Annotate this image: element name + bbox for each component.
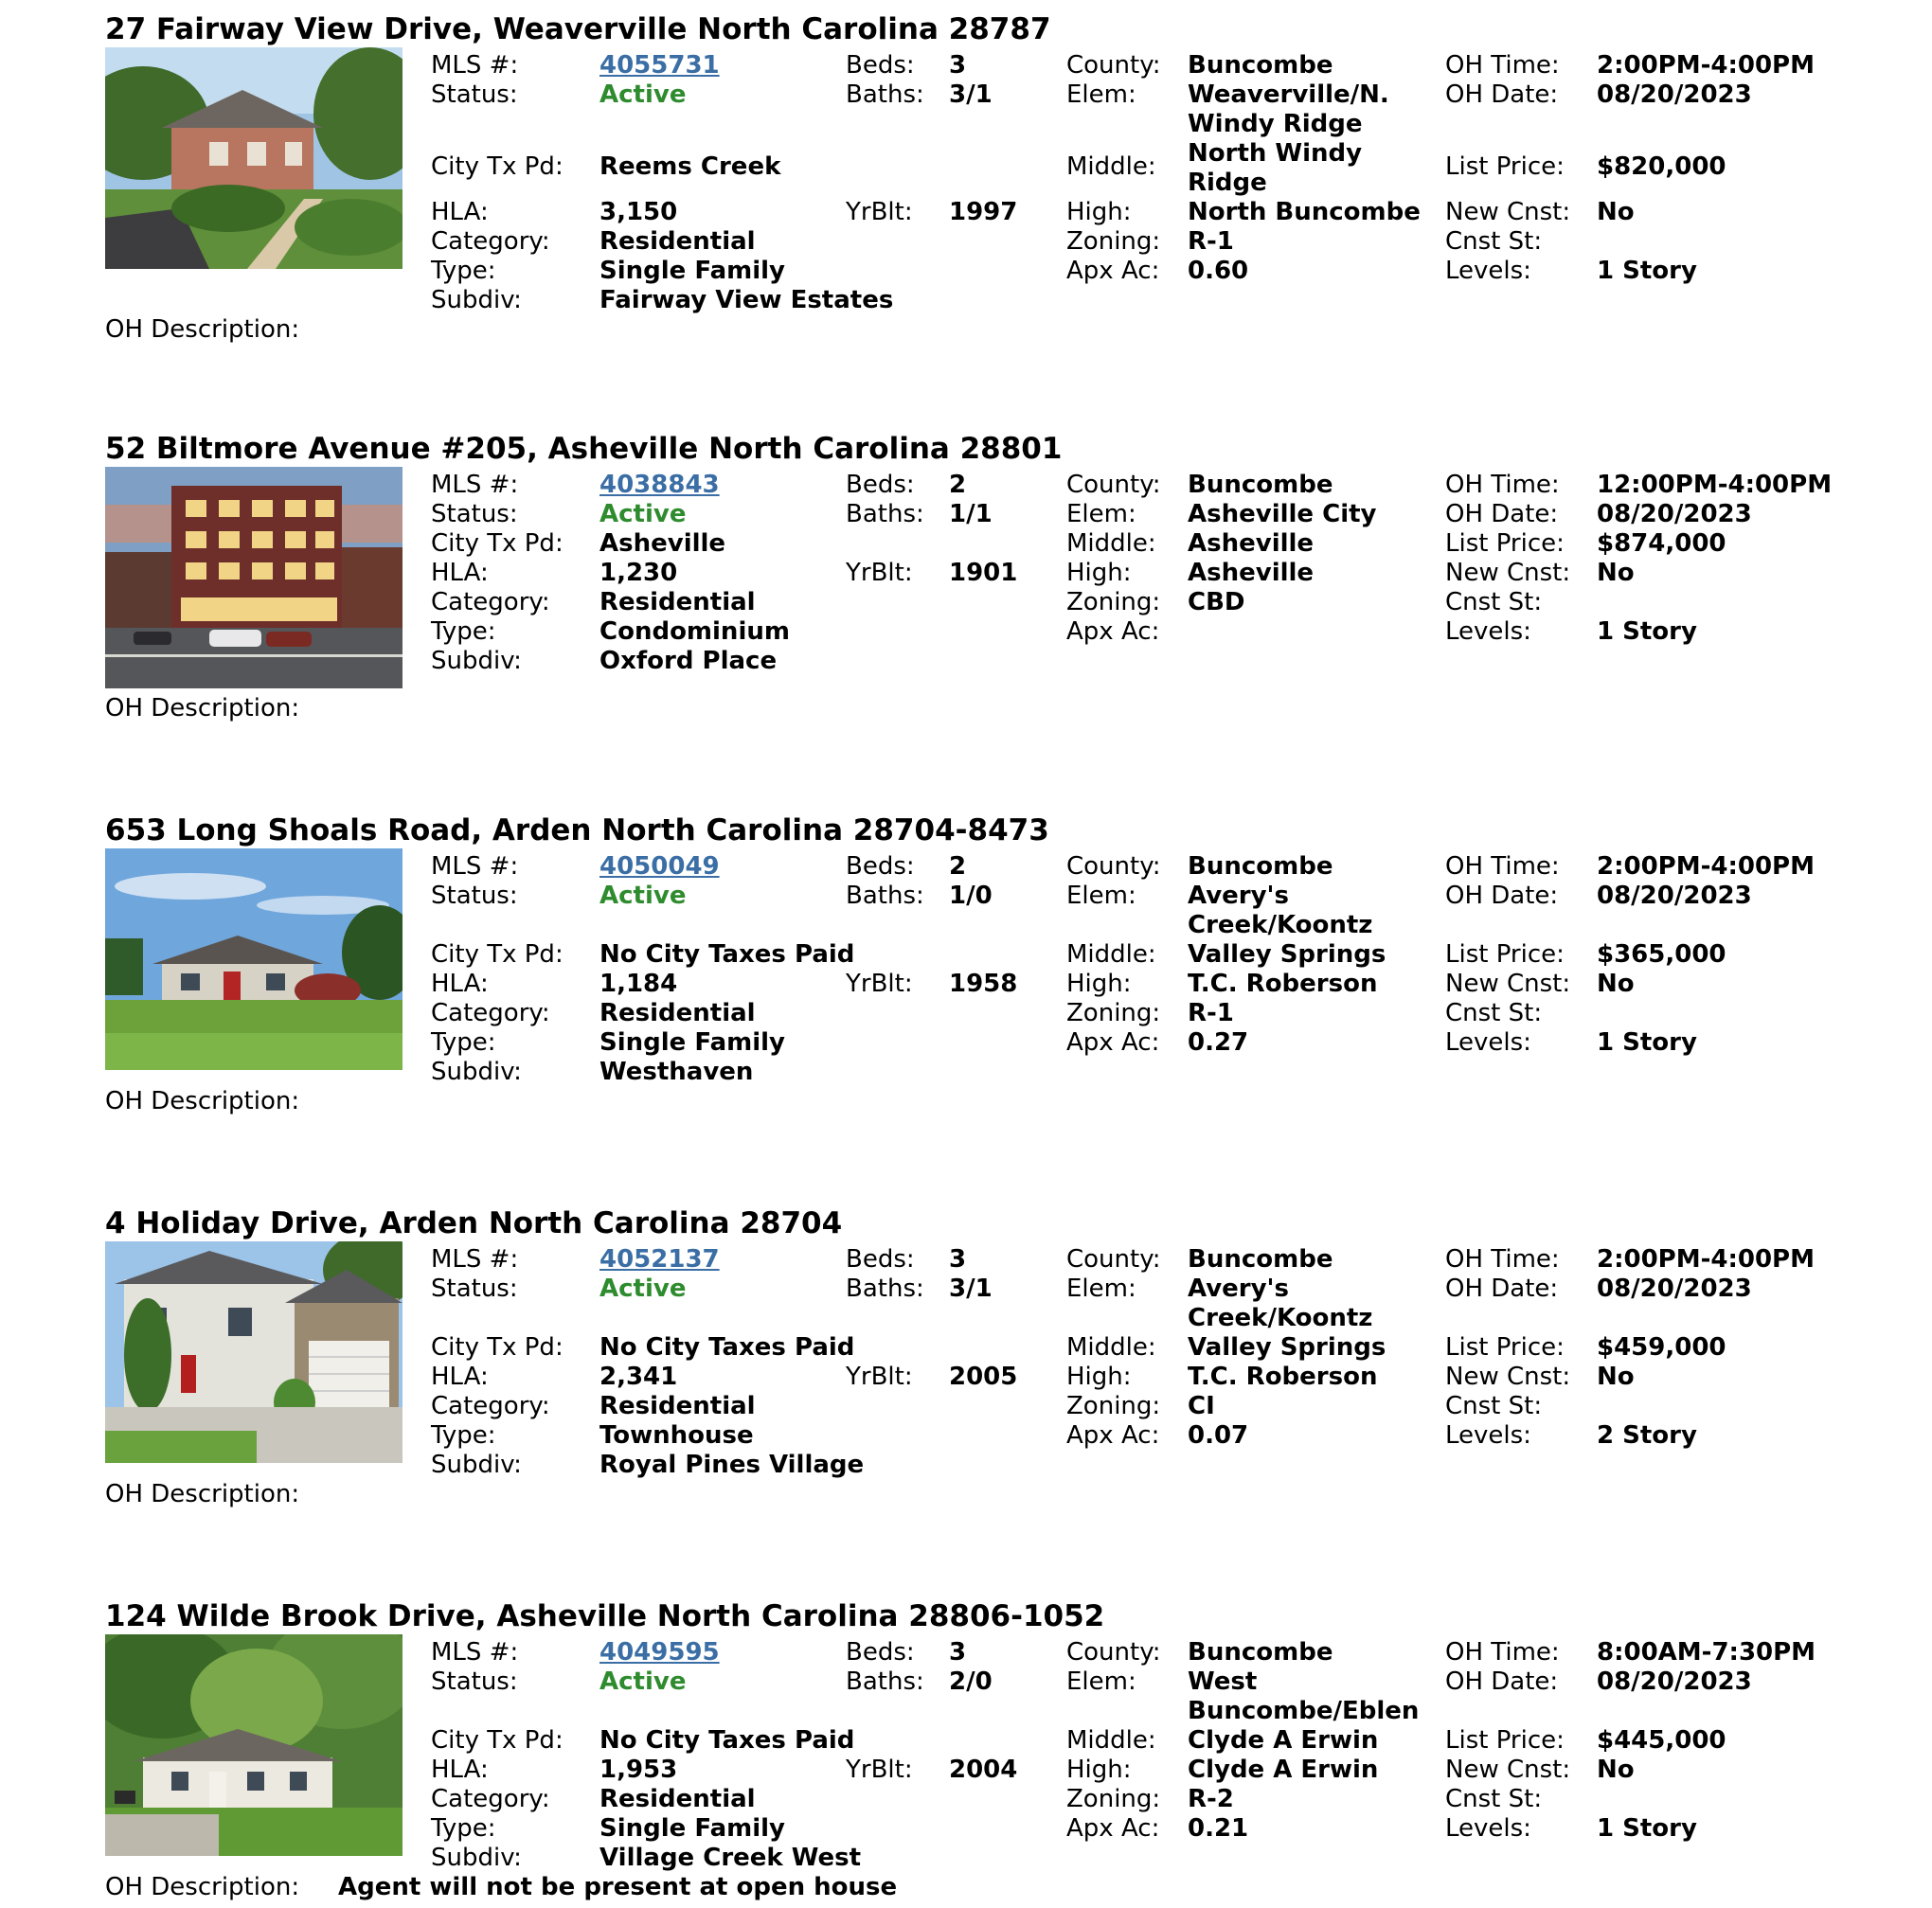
oh-date-label: OH Date:	[1445, 500, 1559, 528]
high-label: High:	[1066, 970, 1132, 998]
property-photo[interactable]	[105, 1634, 402, 1856]
county-label: County:	[1066, 1245, 1161, 1274]
county-label: County:	[1066, 852, 1161, 881]
yrblt-label: YrBlt:	[846, 559, 913, 587]
yrblt-label: YrBlt:	[846, 198, 913, 226]
hla-label: HLA:	[431, 1756, 489, 1784]
apx-ac-label: Apx Ac:	[1066, 1421, 1160, 1450]
hla-value: 3,150	[599, 198, 678, 226]
property-photo[interactable]	[105, 467, 402, 688]
apx-ac-value: 0.07	[1188, 1421, 1249, 1450]
hla-label: HLA:	[431, 970, 489, 998]
status-label: Status:	[431, 1275, 518, 1303]
elem-value: Asheville City	[1188, 500, 1377, 528]
apx-ac-value: 0.21	[1188, 1814, 1249, 1843]
oh-date-value: 08/20/2023	[1597, 882, 1752, 910]
mls-link[interactable]: 4038843	[599, 471, 720, 499]
category-label: Category:	[431, 1785, 550, 1813]
hla-label: HLA:	[431, 559, 489, 587]
oh-date-value: 08/20/2023	[1597, 1667, 1752, 1696]
elem-value-line1: Weaverville/N.	[1188, 80, 1389, 109]
levels-label: Levels:	[1445, 1814, 1531, 1843]
list-price-label: List Price:	[1445, 1726, 1565, 1755]
type-value: Single Family	[599, 1814, 786, 1843]
middle-label: Middle:	[1066, 940, 1156, 969]
mls-label: MLS #:	[431, 471, 519, 499]
zoning-value: CI	[1188, 1392, 1215, 1420]
levels-value: 1 Story	[1597, 1814, 1697, 1843]
elem-value-line2: Windy Ridge	[1188, 110, 1363, 138]
list-price-label: List Price:	[1445, 152, 1565, 181]
oh-date-value: 08/20/2023	[1597, 80, 1752, 109]
high-label: High:	[1066, 559, 1132, 587]
high-value: Asheville	[1188, 559, 1315, 587]
baths-label: Baths:	[846, 1667, 924, 1696]
zoning-value: CBD	[1188, 588, 1245, 616]
levels-value: 1 Story	[1597, 1028, 1697, 1057]
city-tx-label: City Tx Pd:	[431, 940, 564, 969]
category-label: Category:	[431, 1392, 550, 1420]
category-value: Residential	[599, 1785, 756, 1813]
high-value: Clyde A Erwin	[1188, 1756, 1379, 1784]
property-photo[interactable]	[105, 47, 402, 269]
subdiv-label: Subdiv:	[431, 1058, 522, 1086]
status-value: Active	[599, 1667, 687, 1696]
new-cnst-label: New Cnst:	[1445, 559, 1571, 587]
baths-label: Baths:	[846, 80, 924, 109]
mls-link[interactable]: 4055731	[599, 51, 720, 80]
yrblt-label: YrBlt:	[846, 970, 913, 998]
oh-date-label: OH Date:	[1445, 882, 1559, 910]
status-value: Active	[599, 500, 687, 528]
zoning-label: Zoning:	[1066, 1392, 1161, 1420]
status-label: Status:	[431, 1667, 518, 1696]
high-value: T.C. Roberson	[1188, 1363, 1378, 1391]
middle-label: Middle:	[1066, 1726, 1156, 1755]
status-label: Status:	[431, 80, 518, 109]
oh-date-label: OH Date:	[1445, 1275, 1559, 1303]
new-cnst-value: No	[1597, 559, 1635, 587]
new-cnst-label: New Cnst:	[1445, 1756, 1571, 1784]
yrblt-label: YrBlt:	[846, 1756, 913, 1784]
baths-label: Baths:	[846, 882, 924, 910]
levels-value: 1 Story	[1597, 257, 1697, 285]
subdiv-label: Subdiv:	[431, 1844, 522, 1872]
type-value: Single Family	[599, 1028, 786, 1057]
apx-ac-label: Apx Ac:	[1066, 617, 1160, 646]
cnst-st-label: Cnst St:	[1445, 1392, 1543, 1420]
mls-label: MLS #:	[431, 51, 519, 80]
oh-date-value: 08/20/2023	[1597, 1275, 1752, 1303]
oh-time-label: OH Time:	[1445, 1638, 1560, 1667]
hla-value: 2,341	[599, 1363, 678, 1391]
oh-time-value: 8:00AM-7:30PM	[1597, 1638, 1816, 1667]
county-label: County:	[1066, 1638, 1161, 1667]
listing-address: 27 Fairway View Drive, Weaverville North Carolina 28787	[105, 12, 1051, 46]
middle-value: Valley Springs	[1188, 1333, 1386, 1362]
subdiv-value: Oxford Place	[599, 647, 778, 675]
city-tx-value: Reems Creek	[599, 152, 781, 181]
apx-ac-value: 0.60	[1188, 257, 1249, 285]
new-cnst-label: New Cnst:	[1445, 1363, 1571, 1391]
subdiv-label: Subdiv:	[431, 1451, 522, 1479]
oh-time-label: OH Time:	[1445, 471, 1560, 499]
category-label: Category:	[431, 999, 550, 1027]
county-label: County:	[1066, 471, 1161, 499]
list-price-value: $459,000	[1597, 1333, 1726, 1362]
type-value: Condominium	[599, 617, 790, 646]
levels-label: Levels:	[1445, 1421, 1531, 1450]
middle-value: Clyde A Erwin	[1188, 1726, 1379, 1755]
beds-value: 3	[949, 1638, 967, 1667]
city-tx-value: Asheville	[599, 529, 726, 558]
elem-value-line1: West	[1188, 1667, 1258, 1696]
oh-date-label: OH Date:	[1445, 1667, 1559, 1696]
category-value: Residential	[599, 227, 756, 256]
listing-address: 52 Biltmore Avenue #205, Asheville North Carolina 28801	[105, 432, 1063, 466]
category-label: Category:	[431, 227, 550, 256]
cnst-st-label: Cnst St:	[1445, 588, 1543, 616]
type-label: Type:	[431, 1028, 496, 1057]
zoning-value: R-1	[1188, 999, 1234, 1027]
subdiv-label: Subdiv:	[431, 647, 522, 675]
mls-label: MLS #:	[431, 852, 519, 881]
yrblt-value: 2005	[949, 1363, 1018, 1391]
elem-value-line2: Buncombe/Eblen	[1188, 1697, 1420, 1725]
oh-description-label: OH Description:	[105, 315, 300, 344]
list-price-label: List Price:	[1445, 1333, 1565, 1362]
baths-value: 2/0	[949, 1667, 993, 1696]
elem-label: Elem:	[1066, 500, 1136, 528]
new-cnst-value: No	[1597, 1363, 1635, 1391]
listing-address: 124 Wilde Brook Drive, Asheville North Carolina 28806-1052	[105, 1599, 1105, 1633]
city-tx-label: City Tx Pd:	[431, 1726, 564, 1755]
oh-date-label: OH Date:	[1445, 80, 1559, 109]
category-label: Category:	[431, 588, 550, 616]
property-photo[interactable]	[105, 1241, 402, 1463]
middle-value-line1: North Windy	[1188, 139, 1363, 168]
hla-label: HLA:	[431, 198, 489, 226]
middle-value: Asheville	[1188, 529, 1315, 558]
oh-time-value: 2:00PM-4:00PM	[1597, 852, 1815, 881]
mls-label: MLS #:	[431, 1245, 519, 1274]
list-price-label: List Price:	[1445, 940, 1565, 969]
zoning-label: Zoning:	[1066, 1785, 1161, 1813]
hla-value: 1,230	[599, 559, 678, 587]
zoning-label: Zoning:	[1066, 588, 1161, 616]
hla-value: 1,953	[599, 1756, 678, 1784]
subdiv-value: Fairway View Estates	[599, 286, 894, 314]
type-value: Single Family	[599, 257, 786, 285]
new-cnst-label: New Cnst:	[1445, 198, 1571, 226]
status-label: Status:	[431, 500, 518, 528]
apx-ac-label: Apx Ac:	[1066, 1028, 1160, 1057]
list-price-value: $445,000	[1597, 1726, 1726, 1755]
baths-label: Baths:	[846, 1275, 924, 1303]
beds-label: Beds:	[846, 1638, 915, 1667]
category-value: Residential	[599, 1392, 756, 1420]
mls-link[interactable]: 4052137	[599, 1245, 720, 1274]
new-cnst-label: New Cnst:	[1445, 970, 1571, 998]
subdiv-value: Royal Pines Village	[599, 1451, 865, 1479]
list-price-value: $874,000	[1597, 529, 1726, 558]
elem-label: Elem:	[1066, 1667, 1136, 1696]
yrblt-value: 1901	[949, 559, 1018, 587]
beds-label: Beds:	[846, 852, 915, 881]
new-cnst-value: No	[1597, 970, 1635, 998]
oh-date-value: 08/20/2023	[1597, 500, 1752, 528]
listing-address: 4 Holiday Drive, Arden North Carolina 28704	[105, 1206, 843, 1240]
baths-value: 3/1	[949, 80, 993, 109]
baths-value: 3/1	[949, 1275, 993, 1303]
zoning-value: R-1	[1188, 227, 1234, 256]
subdiv-value: Village Creek West	[599, 1844, 862, 1872]
high-label: High:	[1066, 198, 1132, 226]
levels-label: Levels:	[1445, 1028, 1531, 1057]
type-label: Type:	[431, 257, 496, 285]
middle-value: Valley Springs	[1188, 940, 1386, 969]
status-value: Active	[599, 1275, 687, 1303]
cnst-st-label: Cnst St:	[1445, 227, 1543, 256]
oh-time-label: OH Time:	[1445, 852, 1560, 881]
city-tx-label: City Tx Pd:	[431, 529, 564, 558]
status-label: Status:	[431, 882, 518, 910]
baths-value: 1/1	[949, 500, 993, 528]
city-tx-value: No City Taxes Paid	[599, 1726, 855, 1755]
mls-link[interactable]: 4050049	[599, 852, 720, 881]
county-value: Buncombe	[1188, 1638, 1333, 1667]
county-label: County:	[1066, 51, 1161, 80]
type-value: Townhouse	[599, 1421, 754, 1450]
middle-value-line2: Ridge	[1188, 169, 1267, 197]
beds-value: 2	[949, 852, 967, 881]
status-value: Active	[599, 882, 687, 910]
elem-value-line1: Avery's	[1188, 1275, 1289, 1303]
county-value: Buncombe	[1188, 471, 1333, 499]
levels-value: 1 Story	[1597, 617, 1697, 646]
cnst-st-label: Cnst St:	[1445, 1785, 1543, 1813]
beds-value: 2	[949, 471, 967, 499]
type-label: Type:	[431, 1814, 496, 1843]
high-label: High:	[1066, 1363, 1132, 1391]
type-label: Type:	[431, 1421, 496, 1450]
mls-link[interactable]: 4049595	[599, 1638, 720, 1667]
listing-address: 653 Long Shoals Road, Arden North Carolina 28704-8473	[105, 813, 1049, 847]
oh-time-value: 2:00PM-4:00PM	[1597, 51, 1815, 80]
city-tx-label: City Tx Pd:	[431, 1333, 564, 1362]
category-value: Residential	[599, 999, 756, 1027]
list-price-label: List Price:	[1445, 529, 1565, 558]
cnst-st-label: Cnst St:	[1445, 999, 1543, 1027]
beds-value: 3	[949, 51, 967, 80]
zoning-label: Zoning:	[1066, 227, 1161, 256]
oh-description-label: OH Description:	[105, 1873, 300, 1901]
high-label: High:	[1066, 1756, 1132, 1784]
status-value: Active	[599, 80, 687, 109]
list-price-value: $365,000	[1597, 940, 1726, 969]
beds-label: Beds:	[846, 471, 915, 499]
apx-ac-value: 0.27	[1188, 1028, 1249, 1057]
county-value: Buncombe	[1188, 1245, 1333, 1274]
elem-label: Elem:	[1066, 1275, 1136, 1303]
high-value: T.C. Roberson	[1188, 970, 1378, 998]
oh-description-label: OH Description:	[105, 1087, 300, 1115]
middle-label: Middle:	[1066, 152, 1156, 181]
high-value: North Buncombe	[1188, 198, 1421, 226]
oh-description-label: OH Description:	[105, 694, 300, 722]
yrblt-value: 1997	[949, 198, 1018, 226]
list-price-value: $820,000	[1597, 152, 1726, 181]
levels-label: Levels:	[1445, 257, 1531, 285]
elem-value-line2: Creek/Koontz	[1188, 1304, 1373, 1332]
middle-label: Middle:	[1066, 529, 1156, 558]
zoning-value: R-2	[1188, 1785, 1234, 1813]
property-photo[interactable]	[105, 848, 402, 1070]
yrblt-label: YrBlt:	[846, 1363, 913, 1391]
type-label: Type:	[431, 617, 496, 646]
baths-label: Baths:	[846, 500, 924, 528]
hla-label: HLA:	[431, 1363, 489, 1391]
hla-value: 1,184	[599, 970, 678, 998]
elem-label: Elem:	[1066, 80, 1136, 109]
oh-description-value: Agent will not be present at open house	[338, 1873, 898, 1901]
city-tx-value: No City Taxes Paid	[599, 940, 855, 969]
oh-description-label: OH Description:	[105, 1480, 300, 1508]
zoning-label: Zoning:	[1066, 999, 1161, 1027]
apx-ac-label: Apx Ac:	[1066, 1814, 1160, 1843]
beds-label: Beds:	[846, 51, 915, 80]
apx-ac-label: Apx Ac:	[1066, 257, 1160, 285]
elem-label: Elem:	[1066, 882, 1136, 910]
city-tx-value: No City Taxes Paid	[599, 1333, 855, 1362]
middle-label: Middle:	[1066, 1333, 1156, 1362]
baths-value: 1/0	[949, 882, 993, 910]
oh-time-value: 12:00PM-4:00PM	[1597, 471, 1833, 499]
new-cnst-value: No	[1597, 198, 1635, 226]
subdiv-label: Subdiv:	[431, 286, 522, 314]
yrblt-value: 1958	[949, 970, 1018, 998]
oh-time-label: OH Time:	[1445, 51, 1560, 80]
levels-value: 2 Story	[1597, 1421, 1697, 1450]
yrblt-value: 2004	[949, 1756, 1018, 1784]
oh-time-value: 2:00PM-4:00PM	[1597, 1245, 1815, 1274]
levels-label: Levels:	[1445, 617, 1531, 646]
subdiv-value: Westhaven	[599, 1058, 754, 1086]
elem-value-line1: Avery's	[1188, 882, 1289, 910]
new-cnst-value: No	[1597, 1756, 1635, 1784]
county-value: Buncombe	[1188, 852, 1333, 881]
beds-label: Beds:	[846, 1245, 915, 1274]
city-tx-label: City Tx Pd:	[431, 152, 564, 181]
beds-value: 3	[949, 1245, 967, 1274]
oh-time-label: OH Time:	[1445, 1245, 1560, 1274]
county-value: Buncombe	[1188, 51, 1333, 80]
mls-label: MLS #:	[431, 1638, 519, 1667]
elem-value-line2: Creek/Koontz	[1188, 911, 1373, 939]
category-value: Residential	[599, 588, 756, 616]
